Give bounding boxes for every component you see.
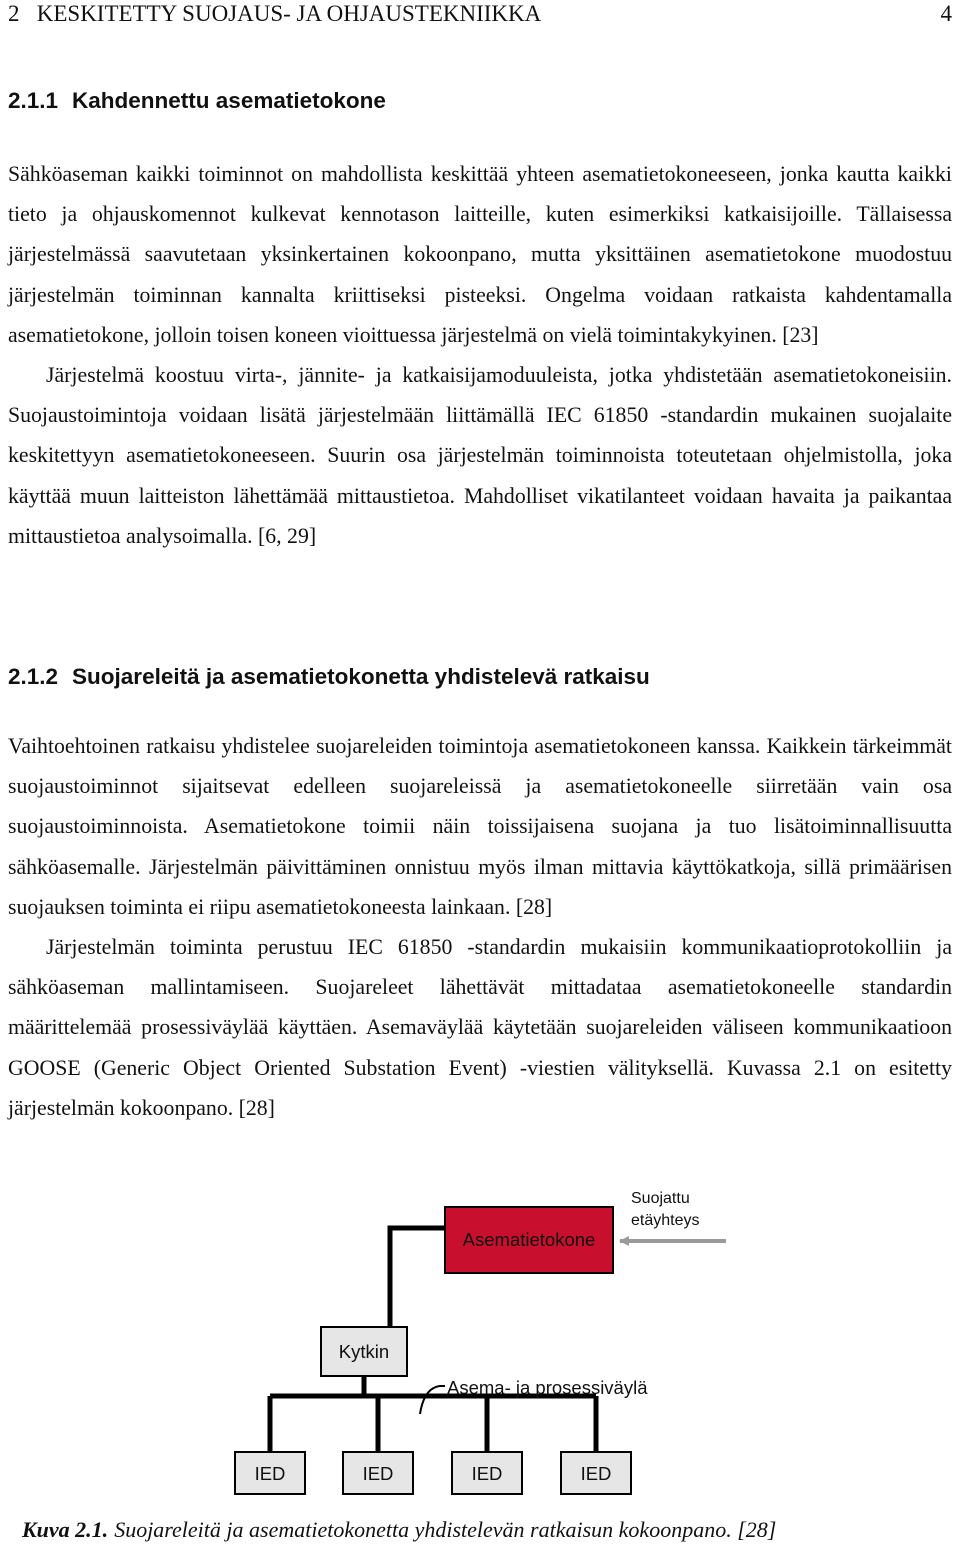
caption-label: Kuva 2.1. bbox=[22, 1517, 109, 1542]
paragraph: Järjestelmän toiminta perustuu IEC 61850 -standardin mukaisiin kommunikaatioprotokolliin ja sähköaseman mallintamiseen. Suojareleet lähettävät mittadataa asematietokoneelle standardin määrittelemää prosessiväylää käyttäen. Asemaväylää käytetään suojareleiden väliseen kommunikaatioon GOOSE (Generic Object Oriented Substation Event) -viestien välityksellä. Kuvassa 2.1 on esitetty järjestelmän kokoonpano. [28] bbox=[8, 935, 952, 1120]
figure-caption bbox=[22, 1517, 776, 1543]
remote-link-label-1: Suojattu bbox=[631, 1190, 690, 1207]
section-title: Kahdennettu asematietokone bbox=[72, 88, 386, 113]
bus-label-leader bbox=[420, 1386, 445, 1414]
chapter-title: 2 KESKITETTY SUOJAUS- JA OHJAUSTEKNIIKKA bbox=[8, 1, 542, 26]
paragraph: Vaihtoehtoinen ratkaisu yhdistelee suojareleiden toimintoja asematietokoneen kanssa. Kaikkein tärkeimmät suojaustoiminnot sijaitsevat edelleen suojareleissä ja asematietokoneelle siirretään vain osa suojaustoiminnoista. Asematietokone toimii näin toissijaisena suojana ja tuo lisätoiminnallisuutta sähköasemalle. Järjestelmän päivittäminen onnistuu myös ilman mittavia käyttökatkoja, sillä primäärisen suojauksen toiminta ei riipu asematietokoneesta lainkaan. [28] bbox=[8, 734, 952, 919]
diagram-svg bbox=[0, 1180, 960, 1510]
paragraph: Sähköaseman kaikki toiminnot on mahdollista keskittää yhteen asematietokoneeseen, jonka kautta kaikki tieto ja ohjauskomennot kulkevat kennotason laitteille, kuten esimerkiksi katkaisijoille. Tällaisessa järjestelmässä saavutetaan yksinkertainen kokoonpano, mutta yksittäinen asematietokone muodostuu järjestelmän toiminnan kannalta kriittiseksi pisteeksi. Ongelma voidaan ratkaista kahdentamalla asematietokone, jolloin toisen koneen vioittuessa järjestelmä on vielä toimintakykyinen. [23] bbox=[8, 162, 952, 347]
remote-link-label-2: etäyhteys bbox=[631, 1212, 700, 1229]
section-2-1-1-body bbox=[8, 154, 952, 556]
ied-label-2: IED bbox=[362, 1463, 394, 1484]
uplink-line bbox=[390, 1228, 445, 1342]
section-heading-2-1-2 bbox=[8, 664, 650, 690]
section-title: Suojareleitä ja asematietokonetta yhdistelevä ratkaisu bbox=[72, 664, 650, 689]
ied-label-4: IED bbox=[580, 1463, 612, 1484]
page-number: 4 bbox=[940, 1, 952, 26]
paragraph: Järjestelmä koostuu virta-, jännite- ja katkaisijamoduuleista, jotka yhdistetään asematietokoneisiin. Suojaustoimintoja voidaan lisätä järjestelmään liittämällä IEC 61850 -standardin mukainen suojalaite keskitettyyn asematietokoneeseen. Suurin osa järjestelmän toiminnoista toteutetaan ohjelmistolla, joka käyttää muun laitteiston lähettämää mittaustietoa. Mahdolliset vikatilanteet voidaan havaita ja paikantaa mittaustietoa analysoimalla. [6, 29] bbox=[8, 363, 952, 548]
section-2-1-2-body bbox=[8, 726, 952, 1128]
section-heading-2-1-1 bbox=[8, 88, 386, 114]
station-computer-label: Asematietokone bbox=[462, 1229, 596, 1250]
running-header bbox=[8, 0, 952, 28]
section-number: 2.1.2 bbox=[8, 664, 59, 689]
switch-label: Kytkin bbox=[338, 1341, 390, 1362]
section-number: 2.1.1 bbox=[8, 88, 59, 113]
caption-text: Suojareleitä ja asematietokonetta yhdistelevän ratkaisun kokoonpano. [28] bbox=[114, 1517, 777, 1542]
ied-label-3: IED bbox=[471, 1463, 503, 1484]
bus-label: Asema- ja prosessiväylä bbox=[447, 1377, 648, 1398]
ied-label-1: IED bbox=[254, 1463, 286, 1484]
figure-system-diagram bbox=[0, 1180, 960, 1510]
